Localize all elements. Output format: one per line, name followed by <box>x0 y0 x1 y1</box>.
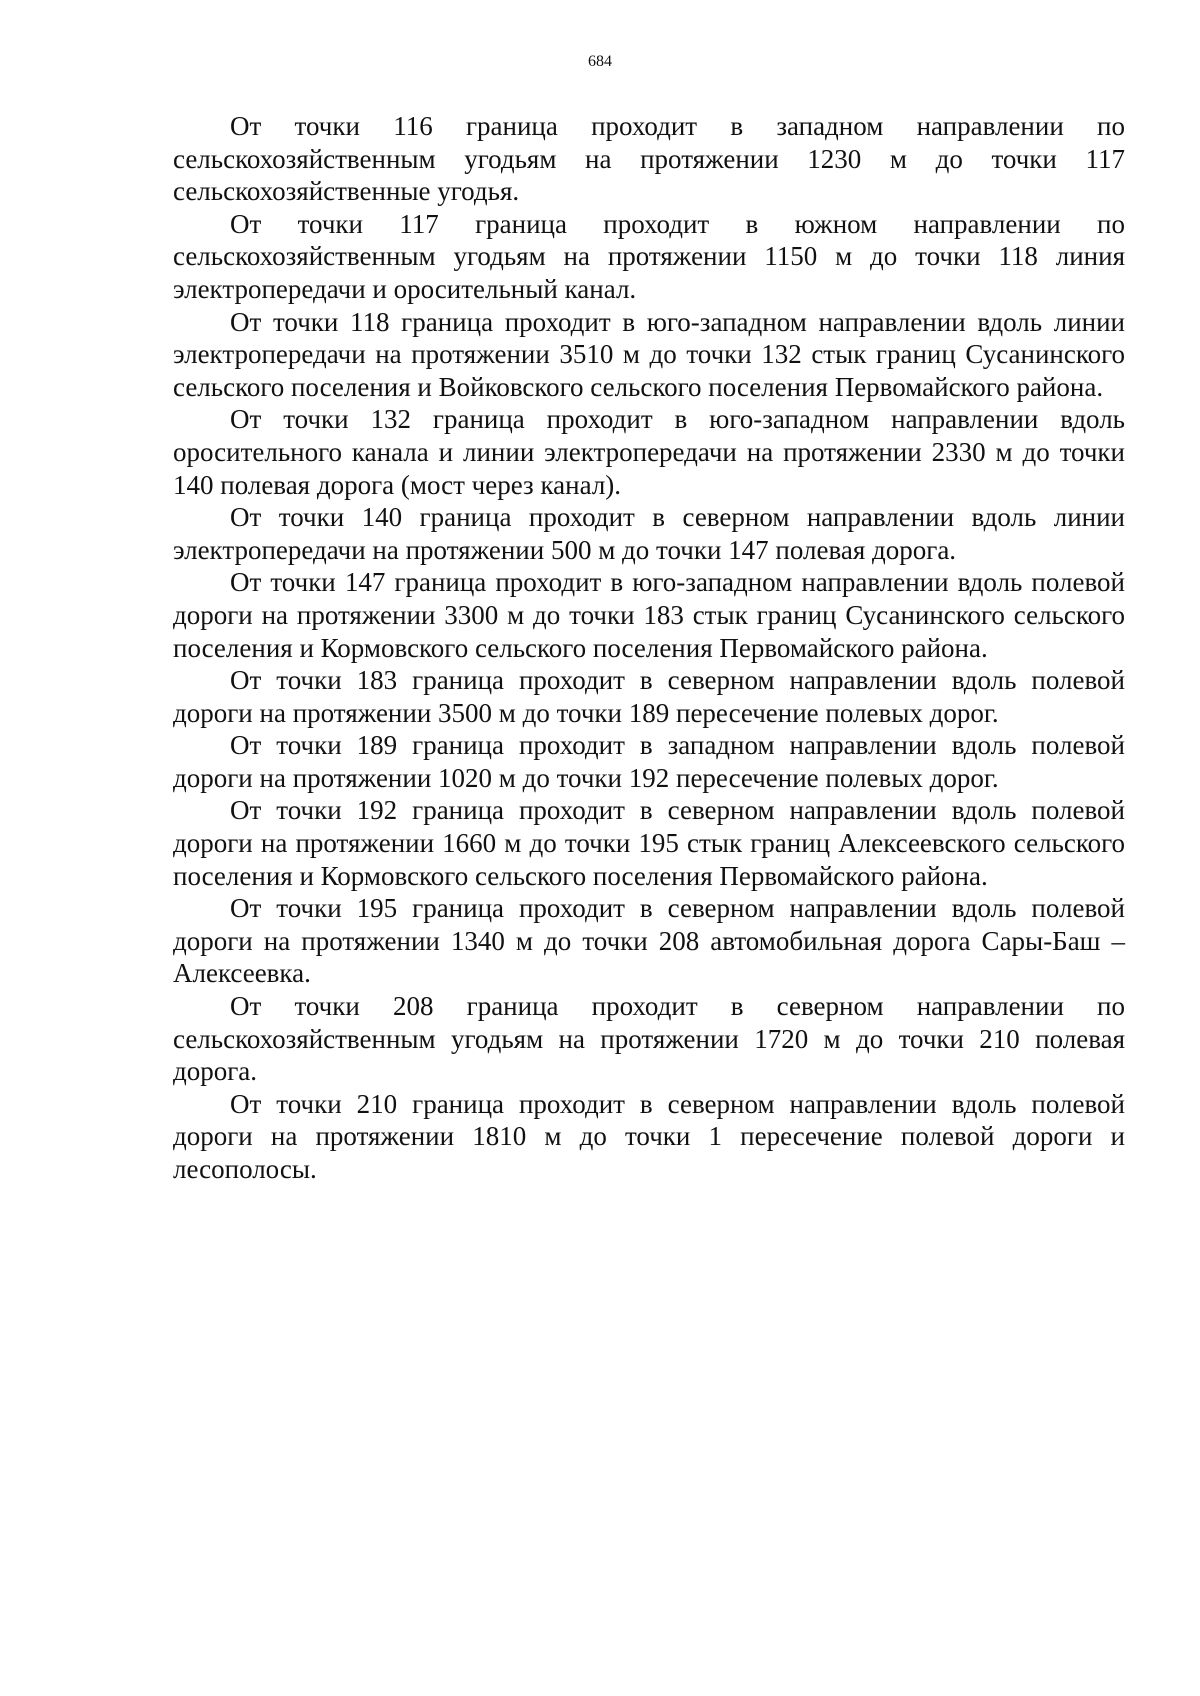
paragraph: От точки 183 граница проходит в северном направлении вдоль полевой дороги на протяжении 3500 м до точки 189 пересечение полевых дорог. <box>173 665 1125 728</box>
paragraph: От точки 118 граница проходит в юго-западном направлении вдоль линии электропередачи на протяжении 3510 м до точки 132 стык границ Сусанинского сельского поселения и Войковского сельского поселения Первомайского района. <box>173 306 1125 402</box>
paragraph: От точки 147 граница проходит в юго-западном направлении вдоль полевой дороги на протяжении 3300 м до точки 183 стык границ Сусанинского сельского поселения и Кормовского сельского поселения Первомайского района. <box>173 567 1125 663</box>
page-number: 684 <box>588 53 612 70</box>
paragraph: От точки 189 граница проходит в западном направлении вдоль полевой дороги на протяжении 1020 м до точки 192 пересечение полевых дорог. <box>173 730 1125 793</box>
document-body <box>173 110 1125 1186</box>
paragraph: От точки 210 граница проходит в северном направлении вдоль полевой дороги на протяжении 1810 м до точки 1 пересечение полевой дороги и лесополосы. <box>173 1088 1125 1184</box>
paragraph: От точки 140 граница проходит в северном направлении вдоль линии электропередачи на протяжении 500 м до точки 147 полевая дорога. <box>173 502 1125 565</box>
paragraph: От точки 192 граница проходит в северном направлении вдоль полевой дороги на протяжении 1660 м до точки 195 стык границ Алексеевского сельского поселения и Кормовского сельского поселения Первомайского района. <box>173 795 1125 891</box>
paragraph: От точки 117 граница проходит в южном направлении по сельскохозяйственным угодьям на протяжении 1150 м до точки 118 линия электропередачи и оросительный канал. <box>173 208 1125 304</box>
paragraph: От точки 116 граница проходит в западном направлении по сельскохозяйственным угодьям на протяжении 1230 м до точки 117 сельскохозяйственные угодья. <box>173 111 1125 207</box>
paragraph: От точки 195 граница проходит в северном направлении вдоль полевой дороги на протяжении 1340 м до точки 208 автомобильная дорога Сары-Баш – Алексеевка. <box>173 893 1125 989</box>
paragraph: От точки 132 граница проходит в юго-западном направлении вдоль оросительного канала и линии электропередачи на протяжении 2330 м до точки 140 полевая дорога (мост через канал). <box>173 404 1125 500</box>
paragraph: От точки 208 граница проходит в северном направлении по сельскохозяйственным угодьям на протяжении 1720 м до точки 210 полевая дорога. <box>173 991 1125 1087</box>
